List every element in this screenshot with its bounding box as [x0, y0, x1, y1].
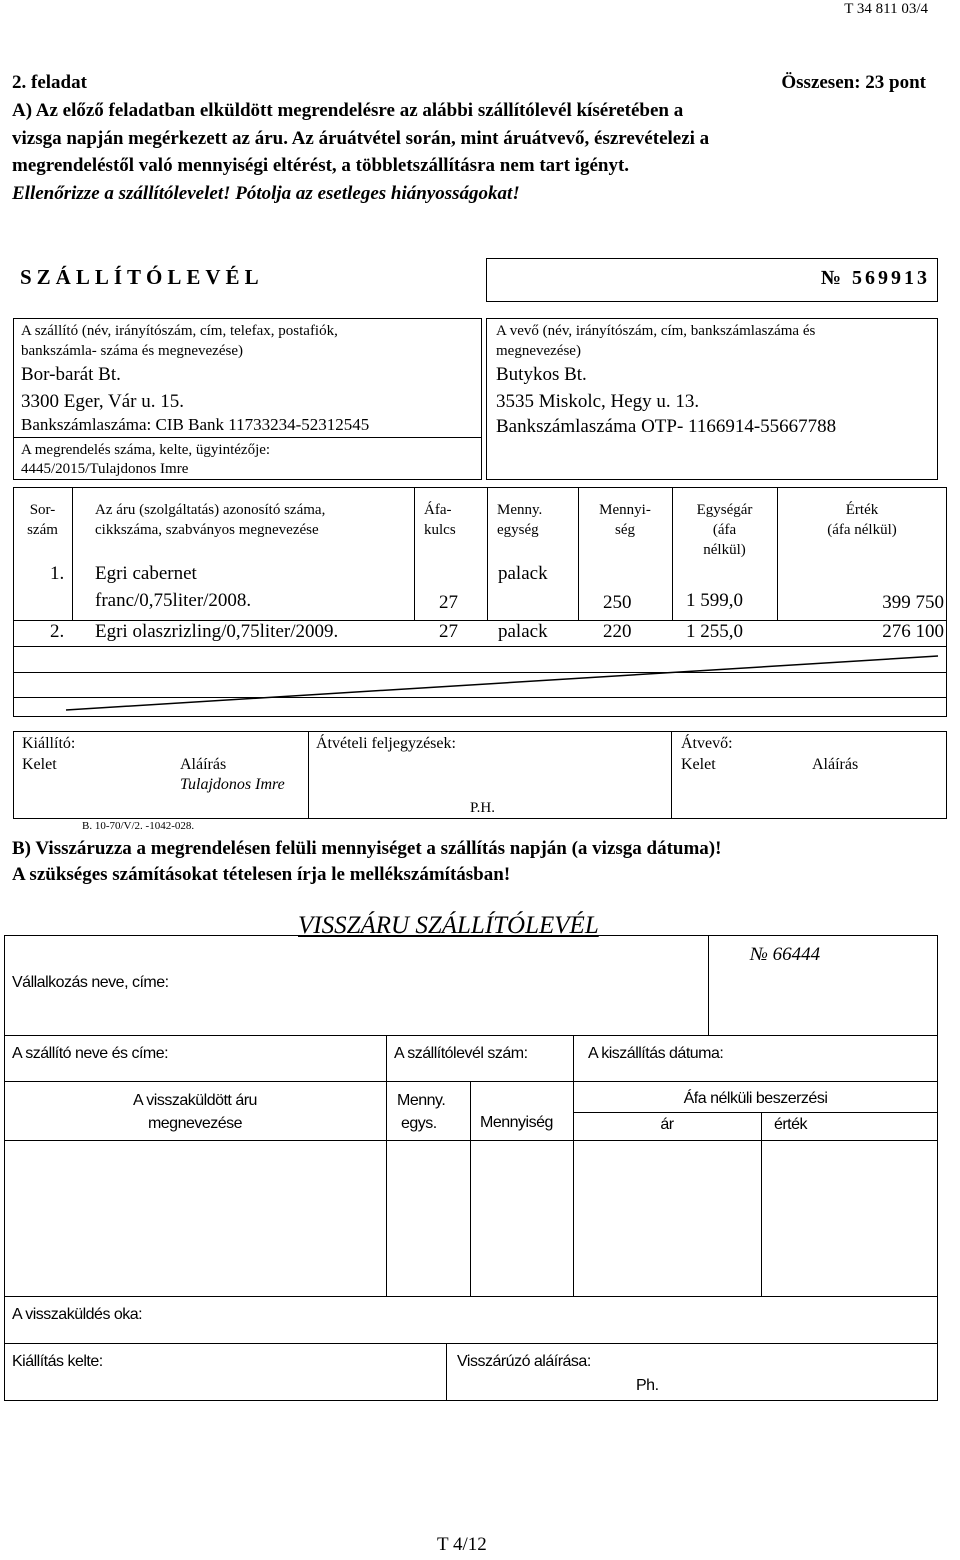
task-number: 2. feladat	[12, 72, 87, 93]
row-item-name: Egri olaszrizling/0,75liter/2009.	[95, 621, 339, 642]
task-instruction: Ellenőrizze a szállítólevelet! Pótolja az esetleges hiányosságokat!	[12, 183, 520, 204]
col-line	[708, 935, 709, 1035]
buyer-label: A vevő (név, irányítószám, cím, bankszámlaszáma és	[496, 323, 816, 339]
issuer-label: Kiállító:	[22, 735, 76, 752]
page-code: T 34 811 03/4	[844, 1, 928, 17]
row-line	[4, 1081, 938, 1082]
supplier-name-label: A szállító neve és címe:	[12, 1045, 169, 1062]
col-price-header: (áfa	[712, 522, 737, 538]
form-code: B. 10-70/V/2. -1042-028.	[82, 820, 195, 832]
col-line	[386, 1035, 387, 1296]
row-value: 276 100	[882, 621, 944, 642]
return-note-title: VISSZÁRU SZÁLLÍTÓLEVÉL	[298, 912, 599, 939]
col-value-header: Érték	[845, 502, 879, 518]
col-line	[573, 1081, 574, 1296]
col-line	[470, 1081, 471, 1296]
receiver-date-label: Kelet	[681, 756, 716, 773]
col-line	[72, 487, 73, 620]
col-price-header: Egységár	[696, 502, 753, 518]
return-note-form	[4, 935, 938, 1401]
receiver-signature-label: Aláírás	[812, 756, 859, 773]
col-returned-item-header: megnevezése	[147, 1115, 243, 1132]
issuer-date-label: Kelet	[22, 756, 57, 773]
row-no: 1.	[50, 563, 65, 584]
return-reason-label: A visszaküldés oka:	[12, 1306, 143, 1323]
col-line	[414, 487, 415, 620]
col-item-header: cikkszáma, szabványos megnevezése	[95, 522, 319, 538]
col-line	[446, 1343, 447, 1401]
col-value-header: (áfa nélkül)	[827, 522, 897, 538]
supplier-name: Bor-barát Bt.	[21, 364, 121, 385]
task-intro-line: vizsga napján megérkezett az áru. Az áruátvétel során, mint áruátvevő, észrevételezi a	[12, 128, 710, 149]
row-value: 399 750	[882, 592, 944, 613]
row-unit: palack	[498, 563, 548, 584]
col-returned-unit-header: egys.	[401, 1115, 437, 1132]
task-points: Összesen: 23 pont	[781, 72, 926, 93]
task-intro-line: A) Az előző feladatban elküldött megrendelésre az alábbi szállítólevél kíséretében a	[12, 100, 684, 121]
col-afa-header: Áfa-	[424, 502, 452, 518]
col-sorszam-header: szám	[27, 522, 58, 538]
col-unit-header: egység	[497, 522, 539, 538]
strike-through-line	[0, 640, 960, 720]
row-qty: 250	[603, 592, 632, 613]
order-label: A megrendelés száma, kelte, ügyintézője:	[21, 442, 271, 458]
col-line	[671, 731, 672, 819]
row-afa: 27	[439, 592, 458, 613]
delivery-note-title: SZÁLLÍTÓLEVÉL	[20, 265, 264, 289]
row-qty: 220	[603, 621, 632, 642]
col-line	[308, 731, 309, 819]
col-sorszam-header: Sor-	[29, 502, 56, 518]
col-price-header: nélkül)	[703, 542, 746, 558]
supplier-label: bankszámla- száma és megnevezése)	[21, 343, 243, 359]
col-value-header: érték	[773, 1116, 808, 1133]
supplier-address: 3300 Eger, Vár u. 15.	[21, 391, 184, 412]
issue-date-label: Kiállítás kelte:	[12, 1353, 103, 1370]
col-price-header: ár	[660, 1116, 674, 1133]
buyer-label: megnevezése)	[496, 343, 581, 359]
col-item-header: Az áru (szolgáltatás) azonosító száma,	[95, 502, 326, 518]
supplier-bank: Bankszámlaszáma: CIB Bank 11733234-52312545	[21, 415, 370, 434]
col-returned-unit-header: Menny.	[397, 1092, 446, 1109]
task-intro-line: megrendeléstől való mennyiségi eltérést, a többletszállításra nem tart igényt.	[12, 155, 630, 176]
buyer-name: Butykos Bt.	[496, 364, 587, 385]
receiver-label: Átvevő:	[681, 735, 733, 752]
notes-label: Átvételi feljegyzések:	[316, 735, 456, 752]
col-returned-qty-header: Mennyiség	[480, 1114, 553, 1131]
order-value: 4445/2015/Tulajdonos Imre	[21, 461, 189, 477]
col-afa-header: kulcs	[424, 522, 456, 538]
row-no: 2.	[50, 621, 65, 642]
row-price: 1 599,0	[686, 590, 743, 611]
issuer-signature-label: Aláírás	[180, 756, 227, 773]
page-number: T 4/12	[437, 1534, 487, 1555]
col-qty-header: Mennyi-	[599, 502, 651, 518]
row-line	[4, 1140, 938, 1141]
row-item-name: franc/0,75liter/2008.	[95, 590, 252, 611]
row-line	[4, 1296, 938, 1297]
row-price: 1 255,0	[686, 621, 743, 642]
buyer-address: 3535 Miskolc, Hegy u. 13.	[496, 391, 700, 412]
delivery-date-label: A kiszállítás dátuma:	[588, 1045, 724, 1062]
col-line	[487, 487, 488, 620]
stamp-label: Ph.	[636, 1377, 659, 1394]
row-line	[573, 1112, 938, 1113]
note-number-label: A szállítólevél szám:	[394, 1045, 528, 1062]
row-line	[4, 1343, 938, 1344]
row-line	[4, 1035, 938, 1036]
delivery-note-number: № 569913	[820, 267, 930, 289]
col-unit-header: Menny.	[497, 502, 543, 518]
row-unit: palack	[498, 621, 548, 642]
company-label: Vállalkozás neve, címe:	[12, 974, 169, 991]
col-line	[573, 1035, 574, 1081]
col-cost-header: Áfa nélküli beszerzési	[683, 1090, 828, 1107]
return-signature-label: Visszárúzó aláírása:	[457, 1353, 591, 1370]
issuer-signature: Tulajdonos Imre	[180, 776, 285, 793]
row-item-name: Egri cabernet	[95, 563, 197, 584]
task-b-line: B) Visszáruzza a megrendelésen felüli mennyiséget a szállítás napján (a vizsga dátuma)!	[12, 838, 722, 859]
supplier-label: A szállító (név, irányítószám, cím, telefax, postafiók,	[21, 323, 338, 339]
stamp-label: P.H.	[470, 800, 496, 816]
return-note-number: № 66444	[750, 944, 821, 965]
col-qty-header: ség	[615, 522, 635, 538]
divider	[13, 437, 482, 438]
task-b-line: A szükséges számításokat tételesen írja le mellékszámításban!	[12, 864, 511, 885]
col-returned-item-header: A visszaküldött áru	[133, 1092, 257, 1109]
buyer-bank: Bankszámlaszáma OTP- 1166914-55667788	[496, 416, 837, 437]
row-afa: 27	[439, 621, 458, 642]
